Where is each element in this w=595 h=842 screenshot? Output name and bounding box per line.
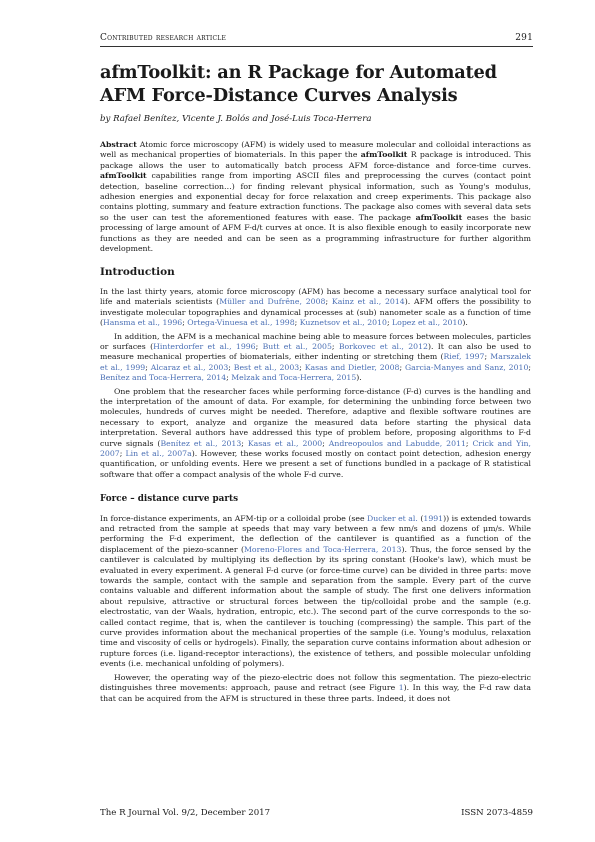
paragraph: In the last thirty years, atomic force microscopy (AFM) has become a necessary surface analytical tool for life and materials scientists (Müller and Dufrêne, 2008; Kainz et al., 2014). AFM offers the possibility to investigate molecular topographies and dynamical processes at (sub) nanometer scale as a function of time (Hansma et al., 1996; Ortega-Vinuesa et al., 1998; Kuznetsov et al., 2010; Lopez et al., 2010). [100,286,532,328]
citation-link[interactable]: Ducker et al. [367,513,418,523]
subsection-heading-force-distance: Force – distance curve parts [100,494,239,505]
citation-link[interactable]: Kasas and Dietler, 2008 [304,362,400,372]
citation-link[interactable]: Lin et al., 2007a [125,448,192,458]
abstract: Abstract Atomic force microscopy (AFM) is widely used to measure molecular and colloidal interactions as well as mechanical properties of biomaterials. In this paper the afmToolkit R package is introduced. This package allows the user to automatically batch process AFM force-distance and force-time curves. afmToolkit capabilities range from importing ASCII files and preprocessing the curves (contact point detection, baseline correction…) for finding relevant physical information, such as Young's modulus, adhesion energies and exponential decay for force relaxation and creep experiments. This package also contains plotting, summary and feature extraction functions. The package also comes with several data sets so the user can test the aforementioned features with ease. The package afmToolkit eases the basic processing of large amount of AFM F-d/t curves at once. It is also flexible enough to easily incorporate new functions as they are needed and can be seen as a programming infrastructure for further algorithm development. [100,140,531,254]
paragraph: In force-distance experiments, an AFM-tip or a colloidal probe (see Ducker et al. (1991)) is extended towards and retracted from the sample at speeds that may vary between a few nm/s and dozens of μm/s. While performing the F-d experiment, the deflection of the cantilever is quantified as a function of the displacement of the piezo-scanner (Moreno-Flores and Toca-Herrera, 2013). Thus, the force sensed by the cantilever is calculated by multiplying its deflection by its spring constant (Hooke's law), which must be evaluated in every experiment. A general F-d curve (or force-time curve) can be divided in three parts: move towards the sample, contact with the sample and separation from the sample. Every part of the curve contains valuable and different information about the sample of study. The first one delivers information about repulsive, attractive or structural forces between the tip/colloidal probe and the sample (e.g. electrostatic, van der Waals, hydration, entropic, etc.). The second part of the curve corresponds to the so-called contact regime, that is, when the cantilever is touching (compressing) the sample. This part of the curve provides information about the mechanical properties of the sample (i.e. Young's modulus, relaxation time and viscosity of cells or hydrogels). Finally, the separation curve contains information about adhesion or rupture forces (i.e. ligand-receptor interactions), the existence of tethers, and possible molecular unfolding events (i.e. mechanical unfolding of polymers). [100,513,531,669]
citation-link[interactable]: Butt et al., 2005 [262,341,332,351]
package-name: afmToolkit [360,150,408,160]
citation-link[interactable]: Borkovec et al., 2012 [338,341,428,351]
citation-link[interactable]: Crick and Yin, 2007 [100,438,532,458]
citation-link[interactable]: Kainz et al., 2014 [331,297,405,307]
citation-link[interactable]: Rief, 1997 [443,352,485,362]
figure-reference-link[interactable]: 1 [398,683,404,693]
paragraph: One problem that the researcher faces while performing force-distance (F-d) curves is the handling and the interpretation of the amount of data. For example, for determining the unbinding force between two molecules, hundreds of curves might be needed. Therefore, adaptive and flexible software routines are necessary to export, analyze and organize the measured data before starting the physical data interpretation. Several authors have addressed this type of problem before, proposing algorithms to F-d curve signals (Benítez et al., 2013; Kasas et al., 2000; Andreopoulos and Labudde, 2011; Crick and Yin, 2007; Lin et al., 2007a). However, these works focused mostly on contact point detection, adhesion energy quantification, or unfolding events. Here we present a set of functions bundled in a package of R statistical software that offer a compact analysis of the whole F-d curve. [100,386,532,479]
section-heading-introduction: Introduction [100,266,175,279]
paragraph: In addition, the AFM is a mechanical machine being able to measure forces between molecules, particles or surfaces (Hinterdorfer et al., 1996; Butt et al., 2005; Borkovec et al., 2012). It can also be used to measure mechanical properties of biomaterials, either indenting or stretching them (Rief, 1997; Marszalek et al., 1999; Alcaraz et al., 2003; Best et al., 2003; Kasas and Dietler, 2008; Garcia-Manyes and Sanz, 2010; Benítez and Toca-Herrera, 2014; Melzak and Toca-Herrera, 2015). [100,331,532,383]
abstract-label: Abstract [100,140,137,149]
paper-title: afmToolkit: an R Package for Automated AFM Force-Distance Curves Analysis [100,62,497,106]
citation-link[interactable]: Lopez et al., 2010 [392,318,463,328]
citation-link[interactable]: Hansma et al., 1996 [103,318,183,328]
citation-link[interactable]: Müller and Dufrêne, 2008 [219,297,326,307]
citation-link[interactable]: Garcia-Manyes and Sanz, 2010 [404,362,529,372]
journal-info: The R Journal Vol. 9/2, December 2017 [100,808,271,818]
issn: ISSN 2073-4859 [461,808,533,818]
citation-link[interactable]: Alcaraz et al., 2003 [150,362,229,372]
citation-link[interactable]: Kuznetsov et al., 2010 [299,318,387,328]
article-body [100,140,531,704]
package-name: afmToolkit [100,171,147,181]
citation-link[interactable]: Moreno-Flores and Toca-Herrera, 2013 [243,544,402,554]
page-number: 291 [515,33,533,43]
citation-link[interactable]: Benítez et al., 2013 [160,438,242,448]
citation-link[interactable]: Hinterdorfer et al., 1996 [153,341,256,351]
citation-link[interactable]: Benítez and Toca-Herrera, 2014 [100,373,227,383]
package-name: afmToolkit [415,212,463,222]
author-line: by Rafael Benítez, Vicente J. Bolós and José-Luis Toca-Herrera [100,114,372,124]
citation-link[interactable]: Best et al., 2003 [233,362,300,372]
citation-link[interactable]: Marszalek et al., 1999 [100,352,531,372]
citation-link[interactable]: Kasas et al., 2000 [247,438,323,448]
citation-link[interactable]: 1991 [423,513,444,523]
article-type-label: Contributed research article [100,33,227,43]
citation-link[interactable]: Melzak and Toca-Herrera, 2015 [231,373,357,383]
running-header [100,27,533,47]
paragraph: However, the operating way of the piezo-electric does not follow this segmentation. The piezo-electric distinguishes three movements: approach, pause and retract (see Figure 1). In this way, the F-d raw data that can be acquired from the AFM is structured in these three parts. Indeed, it does not [100,672,531,703]
citation-link[interactable]: Andreopoulos and Labudde, 2011 [328,438,466,448]
running-footer [100,808,533,818]
citation-link[interactable]: Ortega-Vinuesa et al., 1998 [187,318,295,328]
